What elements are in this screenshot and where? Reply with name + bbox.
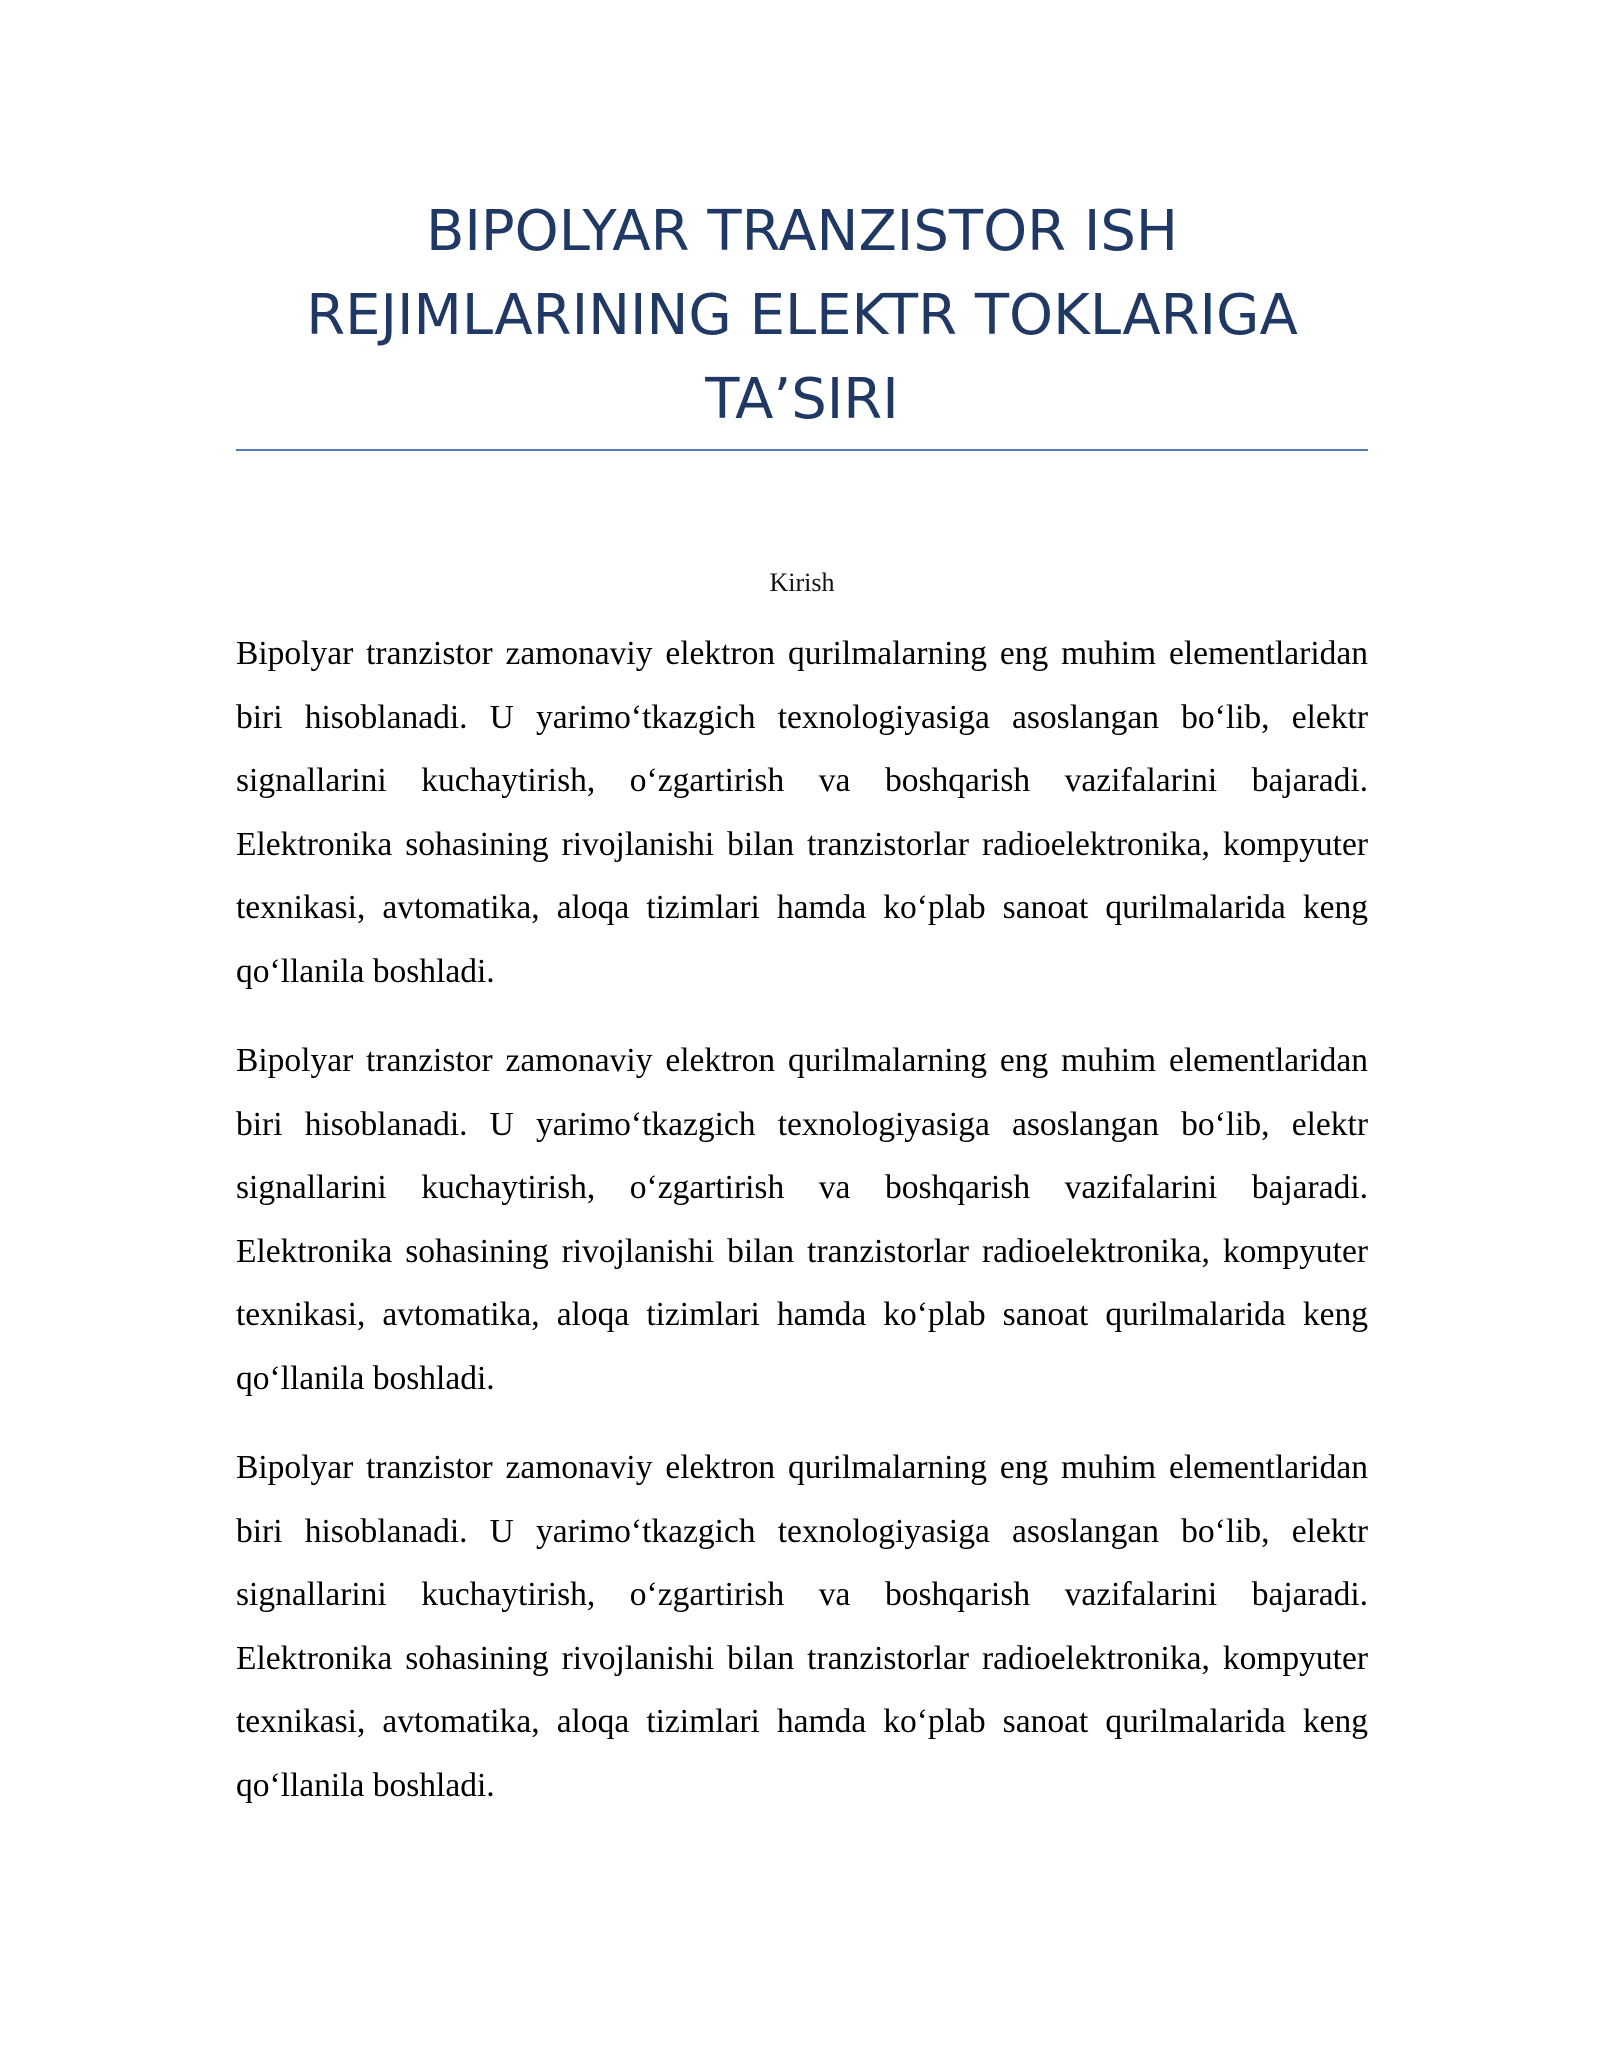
document-title: BIPOLYAR TRANZISTOR ISH REJIMLARINING ELEKTR TOKLARIGA TA’SIRI [306,199,1298,432]
body-paragraph: Bipolyar tranzistor zamonaviy elektron qurilmalarning eng muhim elementlaridan biri hisoblanadi. U yarimo‘tkazgich texnologiyasiga asoslangan bo‘lib, elektr signallarini kuchaytirish, o‘zgartirish va boshqarish vazifalarini bajaradi. Elektronika sohasining rivojlanishi bilan tranzistorlar radioelektronika, kompyuter texnikasi, avtomatika, aloqa tizimlari hamda ko‘plab sanoat qurilmalarida keng qo‘llanila boshladi. [236,1449,1368,1804]
title-divider [236,449,1368,451]
body-paragraph: Bipolyar tranzistor zamonaviy elektron qurilmalarning eng muhim elementlaridan biri hisoblanadi. U yarimo‘tkazgich texnologiyasiga asoslangan bo‘lib, elektr signallarini kuchaytirish, o‘zgartirish va boshqarish vazifalarini bajaradi. Elektronika sohasining rivojlanishi bilan tranzistorlar radioelektronika, kompyuter texnikasi, avtomatika, aloqa tizimlari hamda ko‘plab sanoat qurilmalarida keng qo‘llanila boshladi. [236,1042,1368,1397]
document-body [236,622,1368,1843]
section-heading: Kirish [769,568,835,597]
body-paragraph: Bipolyar tranzistor zamonaviy elektron qurilmalarning eng muhim elementlaridan biri hisoblanadi. U yarimo‘tkazgich texnologiyasiga asoslangan bo‘lib, elektr signallarini kuchaytirish, o‘zgartirish va boshqarish vazifalarini bajaradi. Elektronika sohasining rivojlanishi bilan tranzistorlar radioelektronika, kompyuter texnikasi, avtomatika, aloqa tizimlari hamda ko‘plab sanoat qurilmalarida keng qo‘llanila boshladi. [236,635,1368,990]
title-block [236,190,1368,442]
